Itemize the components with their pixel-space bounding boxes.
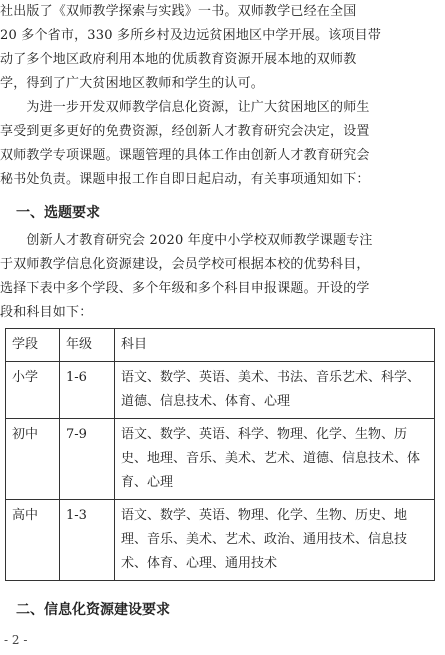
subjects-table: [5, 328, 435, 581]
cell-grade: 1-3: [60, 500, 115, 581]
intro-line: 20 多个省市，330 多所乡村及边远贫困地区中学开展。该项目带: [0, 28, 382, 43]
section1-line: 于双师教学信息化资源建设，会员学校可根据本校的优势科目，: [0, 257, 370, 272]
header-grade: 年级: [60, 329, 115, 362]
cell-grade: 7-9: [60, 419, 115, 500]
intro-line: 为进一步开发双师教学信息化资源，让广大贫困地区的师生: [0, 100, 370, 115]
cell-stage: 小学: [6, 362, 60, 419]
intro-line: 动了多个地区政府利用本地的优质教育资源开展本地的双师教: [0, 52, 357, 67]
intro-line: 秘书处负责。课题申报工作自即日起启动，有关事项通知如下：: [0, 172, 370, 187]
section-heading-resources: 二、信息化资源建设要求: [16, 602, 170, 618]
page-number: - 2 -: [4, 633, 28, 647]
cell-stage: 高中: [6, 500, 60, 581]
table-row: [6, 362, 435, 419]
cell-subjects: 语文、数学、英语、科学、物理、化学、生物、历史、地理、音乐、美术、艺术、道德、信息技术、体育、心理: [115, 419, 435, 500]
intro-line: 双师教学专项课题。课题管理的具体工作由创新人才教育研究会: [0, 148, 370, 163]
table-row: [6, 419, 435, 500]
header-subjects: 科目: [115, 329, 435, 362]
intro-line: 社出版了《双师教学探索与实践》一书。双师教学已经在全国: [0, 4, 357, 19]
section1-line: 选择下表中多个学段、多个年级和多个科目申报课题。开设的学: [0, 281, 370, 296]
section1-line: 创新人才教育研究会 2020 年度中小学校双师教学课题专注: [0, 233, 373, 248]
cell-stage: 初中: [6, 419, 60, 500]
cell-subjects: 语文、数学、英语、物理、化学、生物、历史、地理、音乐、美术、艺术、政治、通用技术、信息技术、体育、心理、通用技术: [115, 500, 435, 581]
intro-line: 享受到更多更好的免费资源，经创新人才教育研究会决定，设置: [0, 124, 370, 139]
header-stage: 学段: [6, 329, 60, 362]
section1-line: 段和科目如下：: [0, 305, 93, 320]
table-row: [6, 500, 435, 581]
intro-line: 学，得到了广大贫困地区教师和学生的认可。: [0, 76, 265, 91]
section-heading-selection: 一、选题要求: [16, 205, 100, 221]
cell-grade: 1-6: [60, 362, 115, 419]
cell-subjects: 语文、数学、英语、美术、书法、音乐艺术、科学、道德、信息技术、体育、心理: [115, 362, 435, 419]
table-header-row: [6, 329, 435, 362]
